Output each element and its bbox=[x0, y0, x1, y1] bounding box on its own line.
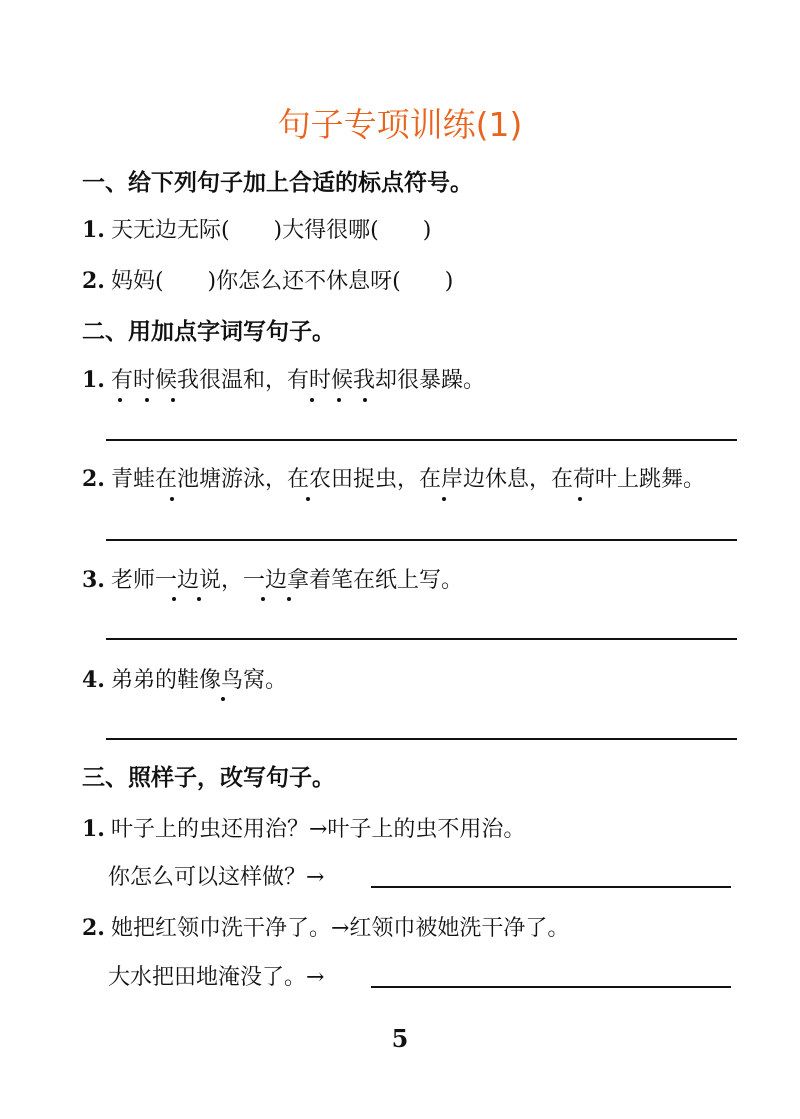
emphasis-dot bbox=[197, 597, 201, 601]
page-number: 5 bbox=[391, 1024, 409, 1053]
item-number: 2. bbox=[82, 466, 105, 492]
section-3-item-1-prompt bbox=[108, 862, 324, 894]
emphasis-dot bbox=[306, 497, 310, 501]
emphasis-dot bbox=[442, 497, 446, 501]
item-number: 1. bbox=[82, 217, 105, 243]
item-text: 有时候我很温和，有时候我却很暴躁。 bbox=[110, 368, 485, 393]
emphasis-dot bbox=[171, 398, 175, 402]
item-number: 1. bbox=[82, 816, 105, 842]
answer-line[interactable] bbox=[106, 738, 737, 740]
item-number: 2. bbox=[82, 268, 105, 294]
section-1-item-1 bbox=[82, 214, 431, 247]
emphasis-dot bbox=[261, 597, 265, 601]
emphasis-dot bbox=[118, 398, 122, 402]
answer-line[interactable] bbox=[106, 539, 737, 541]
emphasis-dot bbox=[363, 398, 367, 402]
emphasis-dot bbox=[578, 497, 582, 501]
item-number: 3. bbox=[82, 567, 105, 593]
item-text: 天无边无际( )大得很哪( ) bbox=[110, 218, 432, 243]
item-number: 1. bbox=[82, 367, 105, 393]
section-2-item-1 bbox=[82, 364, 485, 397]
prompt-text: 大水把田地淹没了。→ bbox=[108, 965, 325, 990]
answer-line[interactable] bbox=[106, 439, 737, 441]
emphasis-dot bbox=[287, 597, 291, 601]
item-text: 妈妈( )你怎么还不休息呀( ) bbox=[110, 269, 454, 294]
answer-line[interactable] bbox=[371, 986, 731, 988]
section-3-heading: 三、照样子，改写句子。 bbox=[82, 765, 335, 791]
section-3-item-2-example bbox=[82, 912, 569, 945]
answer-line[interactable] bbox=[371, 886, 731, 888]
prompt-text: 你怎么可以这样做？→ bbox=[108, 865, 325, 890]
example-text: 她把红领巾洗干净了。→红领巾被她洗干净了。 bbox=[110, 916, 570, 941]
section-2-item-3 bbox=[82, 564, 463, 597]
emphasis-dot bbox=[310, 398, 314, 402]
answer-line[interactable] bbox=[106, 638, 737, 640]
emphasis-dot bbox=[170, 497, 174, 501]
emphasis-dot bbox=[172, 597, 176, 601]
emphasis-dot bbox=[221, 697, 225, 701]
example-text: 叶子上的虫还用治？→叶子上的虫不用治。 bbox=[110, 817, 526, 842]
section-3-item-1-example bbox=[82, 813, 525, 846]
item-text: 老师一边说，一边拿着笔在纸上写。 bbox=[110, 568, 463, 593]
section-1-heading: 一、给下列句子加上合适的标点符号。 bbox=[82, 170, 473, 196]
emphasis-dot bbox=[337, 398, 341, 402]
section-2-item-2 bbox=[82, 463, 705, 496]
item-text: 青蛙在池塘游泳，在农田捉虫，在岸边休息，在荷叶上跳舞。 bbox=[110, 467, 705, 492]
item-number: 4. bbox=[82, 667, 105, 693]
item-text: 弟弟的鞋像鸟窝。 bbox=[110, 668, 287, 693]
section-2-heading: 二、用加点字词写句子。 bbox=[82, 319, 335, 345]
section-2-item-4 bbox=[82, 664, 287, 697]
page-title: 句子专项训练(1) bbox=[277, 105, 523, 144]
section-3-item-2-prompt bbox=[108, 962, 324, 994]
item-number: 2. bbox=[82, 915, 105, 941]
section-1-item-2 bbox=[82, 265, 453, 298]
emphasis-dot bbox=[145, 398, 149, 402]
